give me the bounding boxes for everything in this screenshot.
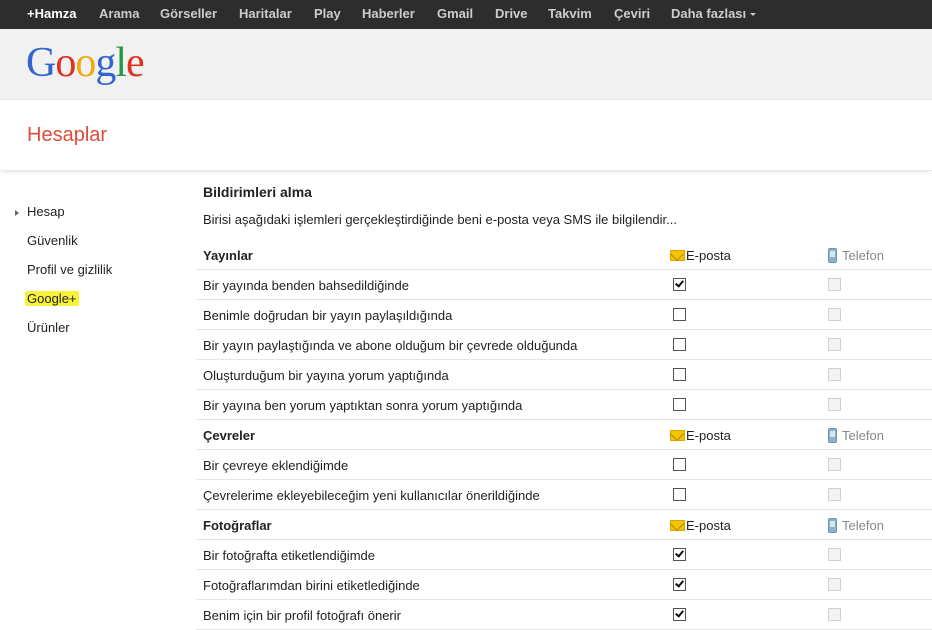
email-checkbox[interactable] <box>673 398 686 411</box>
notification-row <box>196 480 932 510</box>
email-column-label: E-posta <box>686 248 731 263</box>
notification-row <box>196 270 932 300</box>
email-checkbox[interactable] <box>673 338 686 351</box>
notification-row <box>196 300 932 330</box>
mail-icon <box>670 430 685 441</box>
email-checkbox[interactable] <box>673 458 686 471</box>
notification-label: Oluşturduğum bir yayına yorum yaptığında <box>203 368 449 383</box>
nav-item-images[interactable]: Görseller <box>160 6 218 21</box>
email-column-header <box>670 428 731 443</box>
nav-item-calendar[interactable]: Takvim <box>548 6 592 21</box>
notification-row <box>196 390 932 420</box>
notification-row <box>196 450 932 480</box>
notification-label: Çevrelerime ekleyebileceğim yeni kullanıcılar önerildiğinde <box>203 488 540 503</box>
group-label: Çevreler <box>203 428 256 443</box>
title-band <box>0 100 932 171</box>
group-label: Fotoğraflar <box>203 518 272 533</box>
top-nav-bar <box>0 0 932 29</box>
nav-item-more[interactable] <box>671 0 756 29</box>
email-checkbox[interactable] <box>673 488 686 501</box>
group-label: Yayınlar <box>203 248 253 263</box>
checkmark-icon <box>675 278 684 287</box>
nav-item-gmail[interactable]: Gmail <box>437 6 474 21</box>
nav-more-label: Daha fazlası <box>671 6 747 21</box>
sidebar-item-products[interactable]: Ürünler <box>27 320 70 335</box>
page-title: Hesaplar <box>27 124 108 146</box>
mail-icon <box>670 250 685 261</box>
phone-checkbox <box>828 458 841 471</box>
group-header <box>196 510 932 540</box>
notification-label: Benimle doğrudan bir yayın paylaşıldığında <box>203 308 453 323</box>
email-checkbox[interactable] <box>673 548 686 561</box>
sidebar-item-account[interactable]: Hesap <box>27 204 65 219</box>
chevron-down-icon <box>750 13 756 16</box>
sidebar-item-privacy[interactable]: Profil ve gizlilik <box>27 262 113 277</box>
nav-item-news[interactable]: Haberler <box>362 6 415 21</box>
email-checkbox[interactable] <box>673 578 686 591</box>
nav-item-maps[interactable]: Haritalar <box>239 6 292 21</box>
nav-item-search[interactable]: Arama <box>99 6 140 21</box>
phone-checkbox <box>828 278 841 291</box>
notification-row <box>196 330 932 360</box>
phone-column-label: Telefon <box>842 518 884 533</box>
notification-label: Bir çevreye eklendiğimde <box>203 458 349 473</box>
email-column-label: E-posta <box>686 428 731 443</box>
phone-icon <box>828 518 837 533</box>
notification-row <box>196 540 932 570</box>
phone-checkbox <box>828 488 841 501</box>
nav-item-translate[interactable]: Çeviri <box>614 6 651 21</box>
phone-column-label: Telefon <box>842 428 884 443</box>
notification-row <box>196 360 932 390</box>
email-column-header <box>670 248 731 263</box>
phone-checkbox <box>828 308 841 321</box>
sidebar-item-security[interactable]: Güvenlik <box>27 233 78 248</box>
phone-column-header <box>828 428 884 443</box>
phone-checkbox <box>828 368 841 381</box>
notification-row <box>196 570 932 600</box>
notification-row <box>196 600 932 630</box>
phone-column-header <box>828 248 884 263</box>
phone-icon <box>828 428 837 443</box>
phone-checkbox <box>828 548 841 561</box>
email-checkbox[interactable] <box>673 278 686 291</box>
nav-item-drive[interactable]: Drive <box>495 6 528 21</box>
group-header <box>196 420 932 450</box>
phone-checkbox <box>828 578 841 591</box>
section-title: Bildirimleri alma <box>203 184 312 200</box>
phone-column-label: Telefon <box>842 248 884 263</box>
phone-icon <box>828 248 837 263</box>
email-checkbox[interactable] <box>673 608 686 621</box>
checkmark-icon <box>675 578 684 587</box>
google-logo[interactable]: Google <box>26 40 144 86</box>
phone-checkbox <box>828 338 841 351</box>
notification-label: Bir fotoğrafta etiketlendiğimde <box>203 548 375 563</box>
group-header <box>196 240 932 270</box>
email-checkbox[interactable] <box>673 368 686 381</box>
phone-column-header <box>828 518 884 533</box>
checkmark-icon <box>675 548 684 557</box>
notification-label: Bir yayında benden bahsedildiğinde <box>203 278 409 293</box>
mail-icon <box>670 520 685 531</box>
notification-label: Benim için bir profil fotoğrafı önerir <box>203 608 401 623</box>
sidebar-item-google-plus[interactable]: Google+ <box>27 291 77 306</box>
phone-checkbox <box>828 608 841 621</box>
checkmark-icon <box>675 608 684 617</box>
chevron-right-icon <box>15 210 19 216</box>
phone-checkbox <box>828 398 841 411</box>
email-checkbox[interactable] <box>673 308 686 321</box>
notification-label: Bir yayına ben yorum yaptıktan sonra yorum yaptığında <box>203 398 523 413</box>
notification-label: Bir yayın paylaştığında ve abone olduğum bir çevrede olduğunda <box>203 338 578 353</box>
intro-text: Birisi aşağıdaki işlemleri gerçekleştirdiğinde beni e-posta veya SMS ile bilgilendir... <box>203 212 677 227</box>
header <box>0 29 932 100</box>
nav-item-profile[interactable]: +Hamza <box>27 6 77 21</box>
email-column-header <box>670 518 731 533</box>
nav-item-play[interactable]: Play <box>314 6 341 21</box>
notification-label: Fotoğraflarımdan birini etiketlediğinde <box>203 578 420 593</box>
email-column-label: E-posta <box>686 518 731 533</box>
